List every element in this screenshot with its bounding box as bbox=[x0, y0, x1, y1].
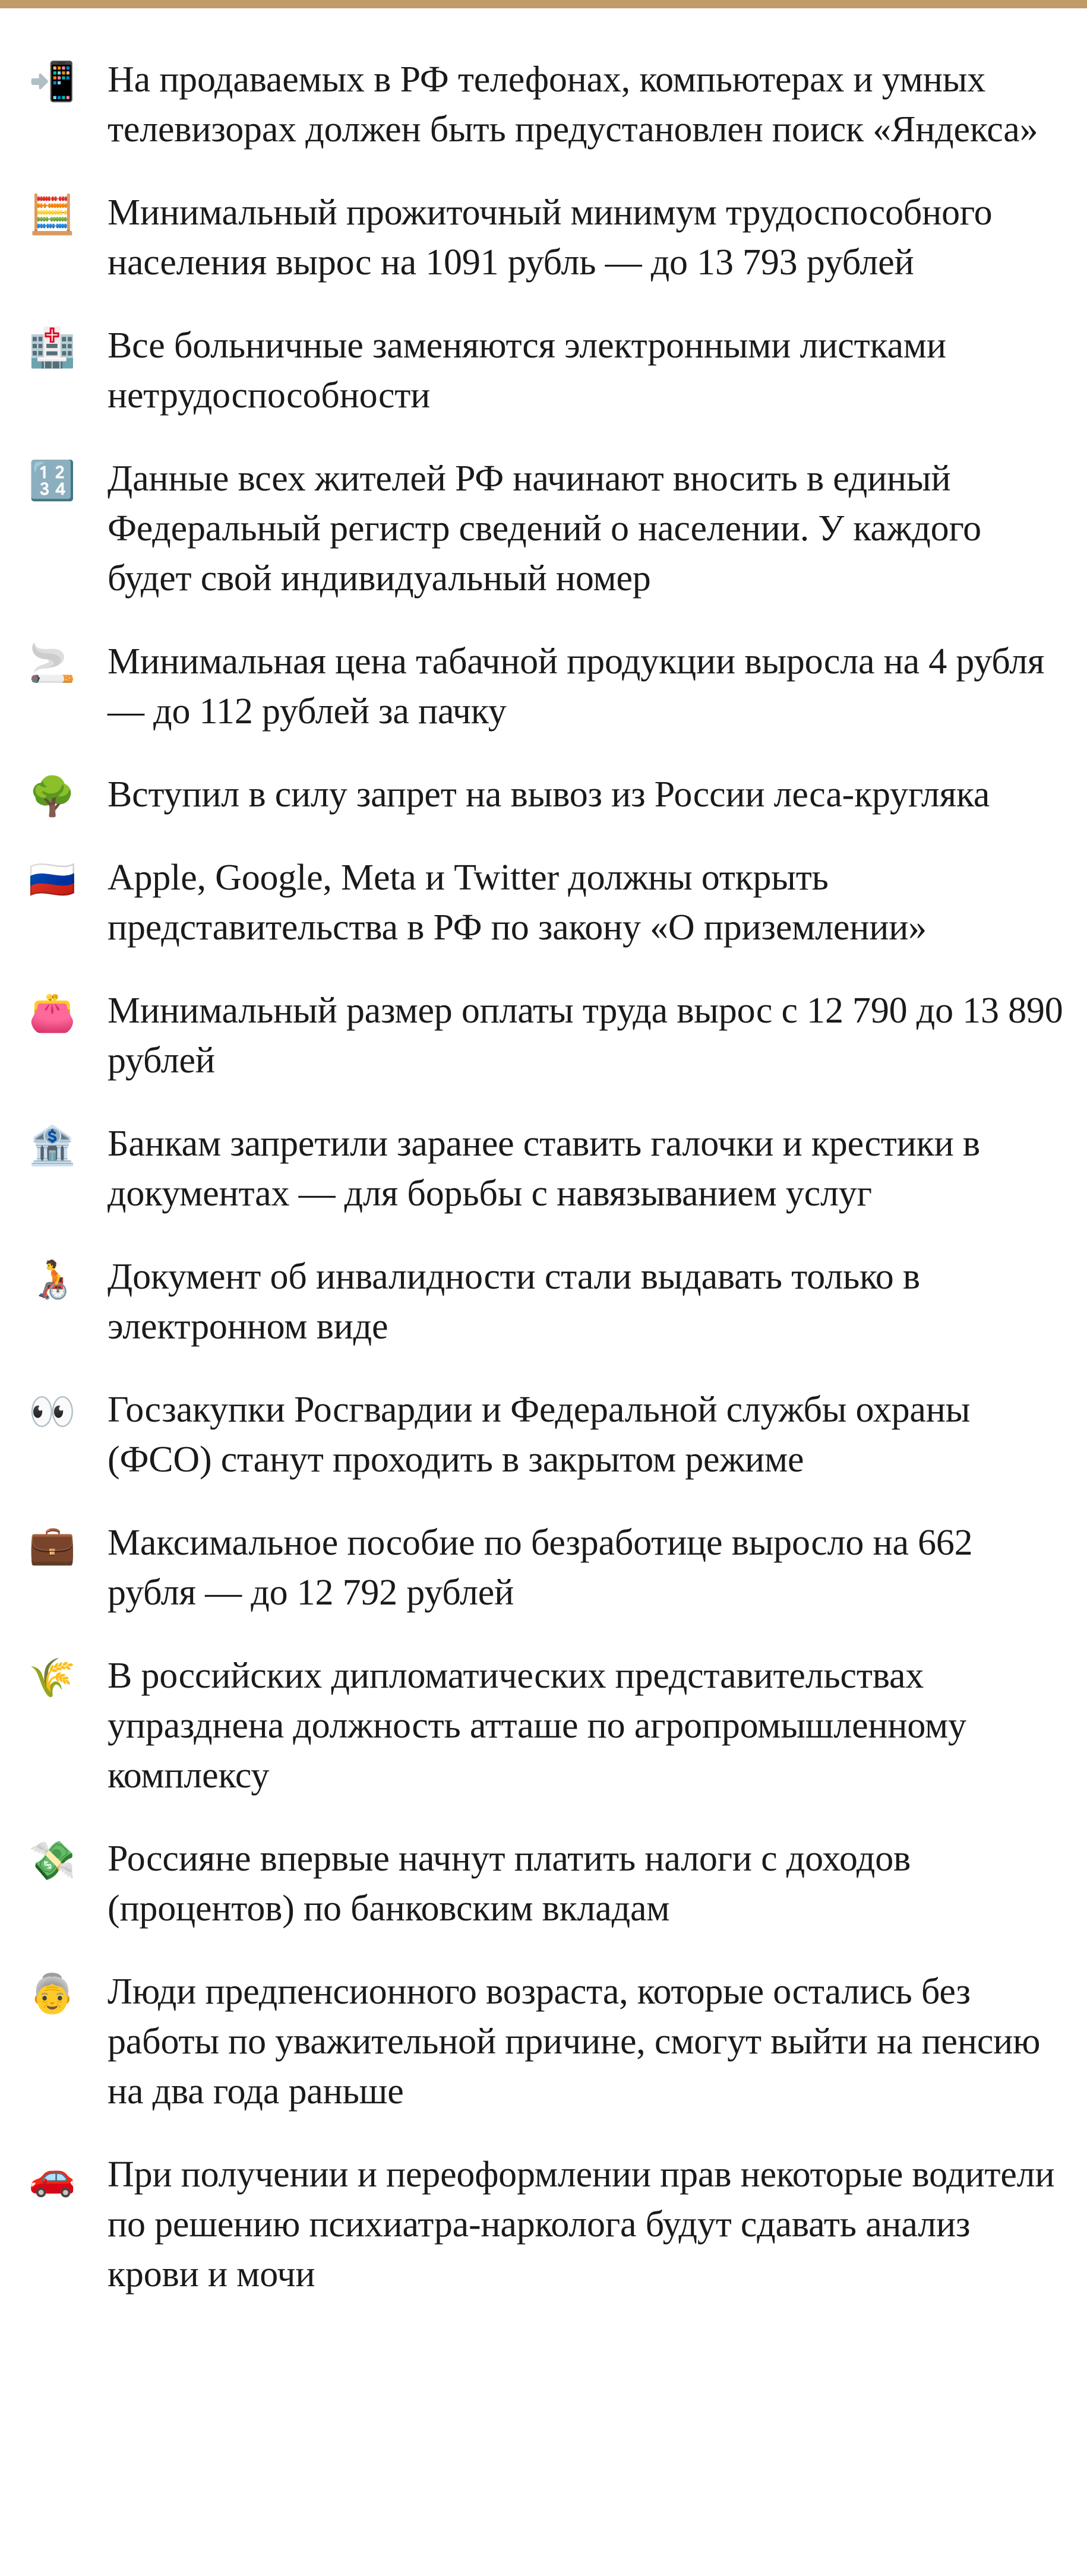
list-item-text: В российских дипломатических представительствах упразднена должность атташе по агропромышленному комплексу bbox=[108, 1656, 966, 1796]
older-person-icon: 👵 bbox=[29, 1972, 76, 2016]
purse-icon: 👛 bbox=[29, 991, 76, 1035]
list-item bbox=[0, 454, 1087, 603]
list-item-text: Банкам запретили заранее ставить галочки и крестики в документах — для борьбы с навязыванием услуг bbox=[108, 1124, 980, 1214]
bank-icon: 🏦 bbox=[29, 1124, 76, 1168]
list-item-text: Максимальное пособие по безработице выросло на 662 рубля — до 12 792 рублей bbox=[108, 1523, 973, 1613]
list-item bbox=[0, 1967, 1087, 2116]
list-item-text: Apple, Google, Meta и Twitter должны открыть представительства в РФ по закону «О приземлении» bbox=[108, 857, 927, 948]
list-item-text: Россияне впервые начнут платить налоги с доходов (процентов) по банковским вкладам bbox=[108, 1838, 911, 1929]
list-item bbox=[0, 321, 1087, 420]
list-item bbox=[0, 55, 1087, 154]
list-item-text: Документ об инвалидности стали выдавать только в электронном виде bbox=[108, 1257, 920, 1347]
list-item-text: Минимальный прожиточный минимум трудоспособного населения вырос на 1091 рубль — до 13 793 рублей bbox=[108, 192, 993, 283]
news-list bbox=[0, 55, 1087, 2333]
rice-sheaf-icon: 🌾 bbox=[29, 1656, 76, 1700]
list-item-text: Люди предпенсионного возраста, которые остались без работы по уважительной причине, смогут выйти на пенсию на два года раньше bbox=[108, 1971, 1041, 2112]
list-item-text: Госзакупки Росгвардии и Федеральной службы охраны (ФСО) станут проходить в закрытом режиме bbox=[108, 1390, 971, 1480]
list-item bbox=[0, 986, 1087, 1086]
abacus-icon: 🧮 bbox=[29, 193, 76, 237]
list-item bbox=[0, 1385, 1087, 1485]
car-icon: 🚗 bbox=[29, 2155, 76, 2199]
russia-flag-icon: 🇷🇺 bbox=[29, 858, 76, 902]
list-item bbox=[0, 770, 1087, 819]
list-item bbox=[0, 853, 1087, 952]
list-item-text: Минимальный размер оплаты труда вырос с 12 790 до 13 890 рублей bbox=[108, 990, 1063, 1081]
numbers-input-icon: 🔢 bbox=[29, 459, 76, 503]
list-item bbox=[0, 1834, 1087, 1933]
money-with-wings-icon: 💸 bbox=[29, 1839, 76, 1883]
list-item bbox=[0, 188, 1087, 287]
briefcase-icon: 💼 bbox=[29, 1523, 76, 1567]
list-item-text: На продаваемых в РФ телефонах, компьютерах и умных телевизорах должен быть предустановлен поиск «Яндекса» bbox=[108, 59, 1038, 150]
list-item bbox=[0, 2150, 1087, 2299]
list-item-text: Вступил в силу запрет на вывоз из России леса-кругляка bbox=[108, 774, 990, 815]
cigarette-icon: 🚬 bbox=[29, 642, 76, 686]
list-item-text: При получении и переоформлении прав некоторые водители по решению психиатра-нарколога будут сдавать анализ крови и мочи bbox=[108, 2154, 1055, 2295]
list-item bbox=[0, 1252, 1087, 1352]
list-item-text: Минимальная цена табачной продукции выросла на 4 рубля — до 112 рублей за пачку bbox=[108, 641, 1045, 732]
wheelchair-person-icon: 🧑‍🦽 bbox=[29, 1257, 76, 1301]
list-item-text: Все больничные заменяются электронными листками нетрудоспособности bbox=[108, 325, 946, 416]
list-item bbox=[0, 1518, 1087, 1618]
list-item-text: Данные всех жителей РФ начинают вносить в единый Федеральный регистр сведений о населении. У каждого будет свой индивидуальный номер bbox=[108, 458, 981, 599]
list-item bbox=[0, 637, 1087, 736]
list-item bbox=[0, 1651, 1087, 1800]
tree-icon: 🌳 bbox=[29, 775, 76, 819]
top-accent-bar bbox=[0, 0, 1087, 8]
eyes-icon: 👀 bbox=[29, 1390, 76, 1434]
mobile-phone-arrow-icon: 📲 bbox=[29, 60, 76, 104]
hospital-icon: 🏥 bbox=[29, 326, 76, 370]
list-item bbox=[0, 1119, 1087, 1219]
